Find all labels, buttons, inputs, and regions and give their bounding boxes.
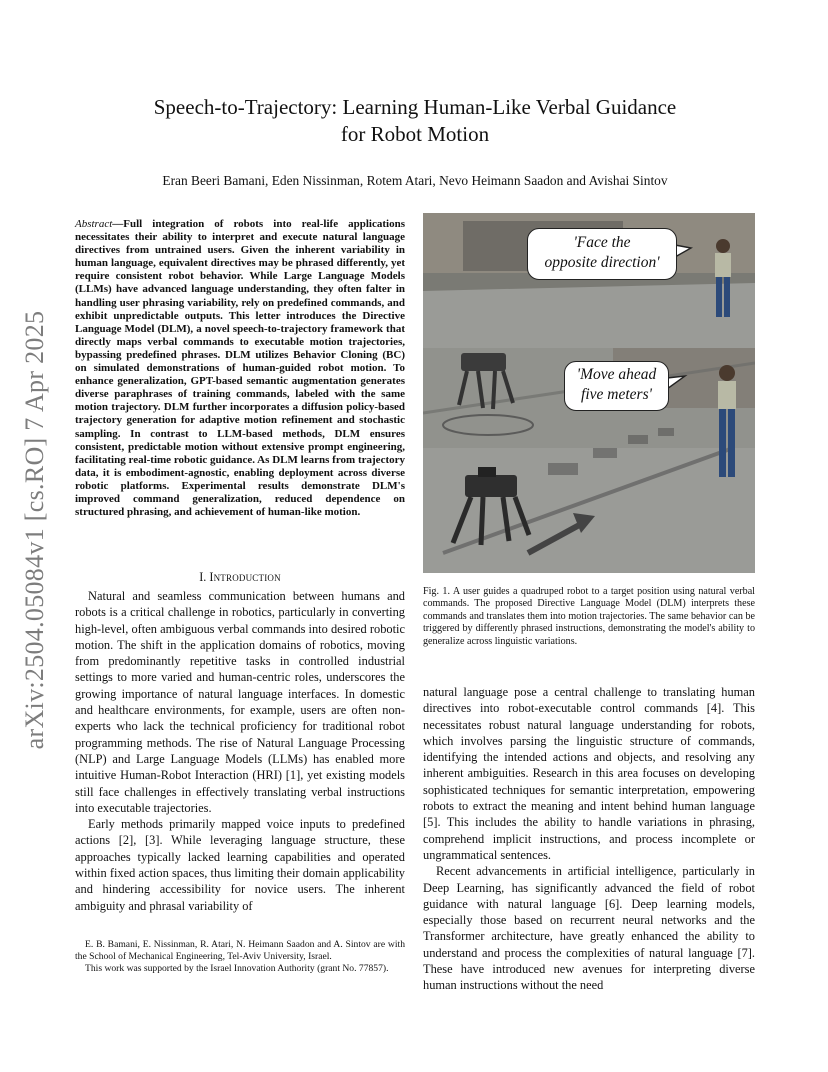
speech-bubble-bottom	[564, 361, 669, 411]
speech-bubble-top-line-2: opposite direction'	[544, 254, 660, 271]
speech-bubble-top	[527, 228, 677, 280]
abstract-dash: —	[112, 218, 124, 230]
speech-bubble-bottom-line-2: five meters'	[581, 386, 652, 403]
left-column-body	[75, 588, 405, 914]
section-heading-introduction	[75, 570, 405, 585]
speech-bubble-bottom-line-1: 'Move ahead	[576, 366, 657, 383]
abstract	[75, 218, 405, 519]
section-title: Introduction	[209, 570, 281, 584]
arxiv-identifier-stamp	[20, 290, 50, 770]
abstract-label: Abstract	[75, 218, 113, 230]
arxiv-identifier-text: arXiv:2504.05084v1 [cs.RO] 7 Apr 2025	[20, 310, 49, 750]
right-paragraph-2: Recent advancements in artificial intelligence, particularly in Deep Learning, has significantly advanced the field of robot guidance with natural language [6]. Deep learning models, especially those based on recurrent neural networks and the Transformer architecture, have greatly enhanced the ability to understand and process the complexities of natural language [7]. These have introduced new avenues for interpreting diverse human instructions without the need	[423, 864, 755, 993]
footnote-funding: This work was supported by the Israel Innovation Authority (grant No. 77857).	[85, 963, 389, 974]
right-column-body	[423, 684, 755, 994]
footnote-affiliation: E. B. Bamani, E. Nissinman, R. Atari, N. Heimann Saadon and A. Sintov are with the School of Mechanical Engineering, Tel-Aviv University, Israel.	[75, 939, 405, 962]
figure-1-caption: Fig. 1. A user guides a quadruped robot to a target position using natural verbal commands. The proposed Directive Language Model (DLM) interprets these commands and translates them into motion trajectories. The same behavior can be triggered by differently phrased instructions, demonstrating the model's ability to generalize across linguistic variations.	[423, 586, 755, 647]
author-footnote	[75, 939, 405, 975]
speech-bubble-top-line-1: 'Face the	[573, 234, 631, 251]
paper-authors: Eran Beeri Bamani, Eden Nissinman, Rotem Atari, Nevo Heimann Saadon and Avishai Sintov	[162, 173, 668, 188]
section-number: I.	[199, 570, 207, 584]
paper-title-line-1: Speech-to-Trajectory: Learning Human-Like Verbal Guidance	[153, 95, 677, 119]
intro-paragraph-2: Early methods primarily mapped voice inputs to predefined actions [2], [3]. While leveraging language structure, these approaches typically lacked learning capabilities and operated within fixed action spaces, thus limiting their domain applicability and hindering accessibility for novice users. The inherent ambiguity and phrasal variability of	[75, 817, 405, 913]
intro-paragraph-1: Natural and seamless communication between humans and robots is a critical challenge in robotics, particularly in converting high-level, often ambiguous verbal commands into desired robotic motion. The shift in the application domains of robotics, moving from predominantly repetitive tasks in controlled industrial settings to more varied and human-centric roles, underscores the growing importance of natural language interfaces. In domestic and healthcare environments, for example, users are often non-experts who lack the technical proficiency for traditional robot programming methods. The rise of Natural Language Processing (NLP) and Large Language Models (LLMs) has enabled more intuitive Human-Robot Interaction (HRI) [1], yet existing models still face challenges in effectively translating verbal instructions into executable trajectories.	[75, 589, 405, 815]
paper-title	[90, 94, 740, 148]
paper-title-line-2: for Robot Motion	[340, 122, 490, 146]
figure-1-robot-photo	[423, 213, 755, 573]
right-paragraph-1: natural language pose a central challenge to translating human directives into robot-executable control commands [4]. This necessitates robust natural language understanding for robots, which involves parsing the linguistic structure of commands, identifying the intended actions and objects, and resolving any inherent ambiguities. Research in this area focuses on developing sophisticated techniques for semantic interpretation, empowering robots to extract the meaning and intent behind human language [5]. This includes the ability to handle variations in phrasing, comprehend implicit instructions, and process incomplete or ungrammatical sentences.	[423, 685, 755, 862]
abstract-text: Full integration of robots into real-life applications necessitates their ability to interpret and execute natural language directives from untrained users. Given the inherent variability in human language, equivalent directives may be phrased differently, yet require consistent robot behavior. While Large Language Models (LLMs) have advanced language understanding, they often falter in handling user phrasing variability, rely on predefined commands, and exhibit unpredictable outputs. This letter introduces the Directive Language Model (DLM), a novel speech-to-trajectory framework that directly maps verbal commands to executable motion trajectories, bypassing predefined phrases. DLM utilizes Behavior Cloning (BC) on simulated demonstrations of human-guided robot motion. To enhance generalization, GPT-based semantic augmentation generates diverse paraphrases of training commands, labeled with the same motion trajectory. DLM further incorporates a diffusion policy-based trajectory generation for adaptive motion refinement and stochastic sampling. In contrast to LLM-based methods, DLM ensures consistent, predictable motion without extensive prompt engineering, facilitating real-time robotic guidance. As DLM learns from trajectory data, it is embodiment-agnostic, enabling deployment across diverse robotic platforms. Experimental results demonstrate DLM's improved command generalization, reduced dependence on structured phrasing, and achievement of human-like motion.	[75, 218, 405, 519]
